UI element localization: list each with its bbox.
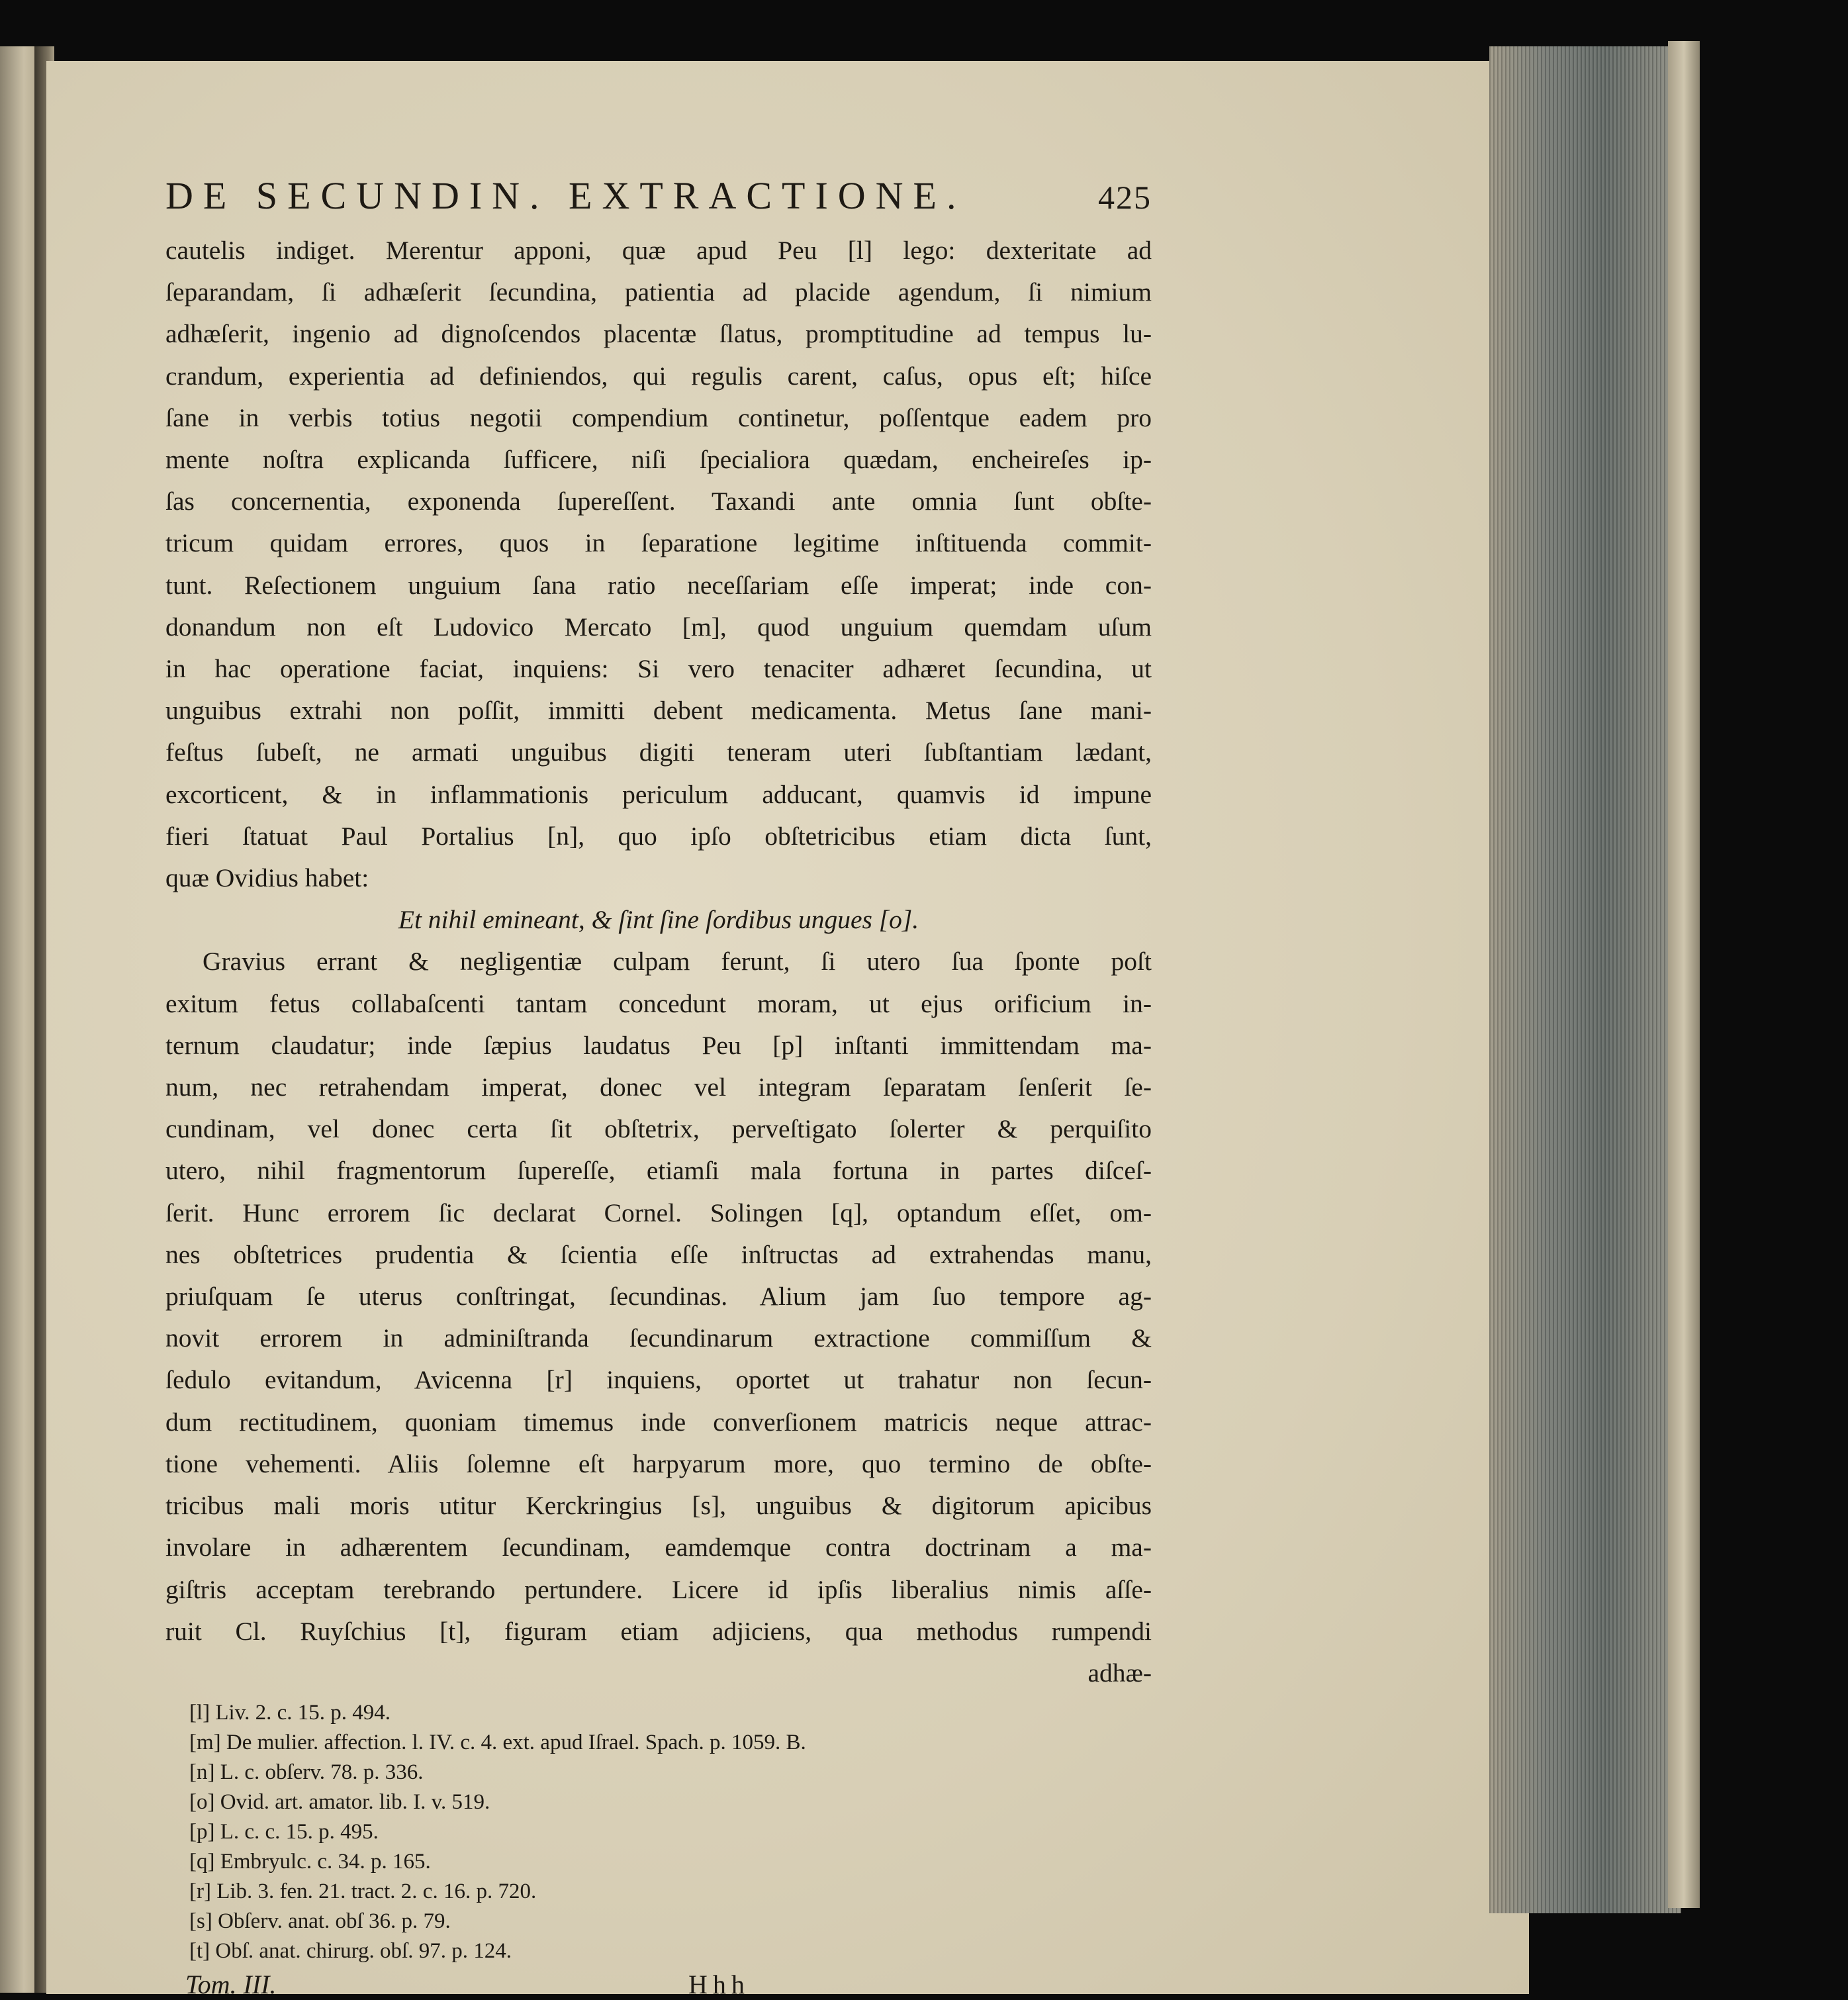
text-line: giſtris acceptam terebrando pertundere. Licere id ipſis liberalius nimis aſſe- (165, 1574, 1152, 1604)
page-content (165, 173, 1152, 2000)
text-line: unguibus extrahi non poſſit, immitti debent medicamenta. Metus ſane mani- (165, 696, 1152, 726)
signature-line (165, 1969, 1152, 2000)
signature-mark: Hhh (688, 1970, 750, 2000)
text-line: dum rectitudinem, quoniam timemus inde converſionem matricis neque attrac- (165, 1407, 1152, 1437)
page-number: 425 (1098, 179, 1152, 216)
text-line: quæ Ovidius habet: (165, 863, 369, 893)
text-line: fieri ſtatuat Paul Portalius [n], quo ipſo obſtetricibus etiam dicta ſunt, (165, 821, 1152, 851)
text-line: ſerit. Hunc errorem ſic declarat Cornel. Solingen [q], optandum eſſet, om- (165, 1198, 1152, 1227)
text-line: donandum non eſt Ludovico Mercato [m], quod unguium quemdam uſum (165, 612, 1152, 642)
footnote: [n] L. c. obſerv. 78. p. 336. (189, 1760, 424, 1785)
text-line: ſedulo evitandum, Avicenna [r] inquiens, oportet ut trahatur non ſecun- (165, 1365, 1152, 1395)
footnote: [s] Obſerv. anat. obſ 36. p. 79. (189, 1909, 451, 1934)
text-line: tione vehementi. Aliis ſolemne eſt harpyarum more, quo termino de obſte- (165, 1449, 1152, 1478)
text-line: ſane in verbis totius negotii compendium continetur, poſſentque eadem pro (165, 403, 1152, 432)
footnote: [o] Ovid. art. amator. lib. I. v. 519. (189, 1790, 490, 1815)
text-line: crandum, experientia ad definiendos, qui regulis carent, caſus, opus eſt; hiſce (165, 361, 1152, 391)
footnote: [p] L. c. c. 15. p. 495. (189, 1820, 379, 1844)
text-line: in hac operatione faciat, inquiens: Si vero tenaciter adhæret ſecundina, ut (165, 654, 1152, 684)
text-line: ternum claudatur; inde ſæpius laudatus Peu [p] inſtanti immittendam ma- (165, 1030, 1152, 1060)
body-text (165, 230, 1152, 1694)
text-line: adhæſerit, ingenio ad dignoſcendos placentæ ſlatus, promptitudine ad tempus lu- (165, 319, 1152, 349)
text-line: utero, nihil fragmentorum ſupereſſe, etiamſi mala fortuna in partes diſceſ- (165, 1156, 1152, 1186)
text-line: tricibus mali moris utitur Kerckringius [s], unguibus & digitorum apicibus (165, 1491, 1152, 1521)
footnote: [q] Embryulc. c. 34. p. 165. (189, 1850, 431, 1874)
footnote: [r] Lib. 3. fen. 21. tract. 2. c. 16. p. 720. (189, 1880, 537, 1904)
footnote: [t] Obſ. anat. chirurg. obſ. 97. p. 124. (189, 1939, 512, 1964)
text-line: priuſquam ſe uterus conſtringat, ſecundinas. Alium jam ſuo tempore ag- (165, 1282, 1152, 1311)
footnote: [l] Liv. 2. c. 15. p. 494. (189, 1701, 391, 1725)
text-line: ſas concernentia, exponenda ſupereſſent. Taxandi ante omnia ſunt obſte- (165, 487, 1152, 516)
text-line: feſtus ſubeſt, ne armati unguibus digiti teneram uteri ſubſtantiam lædant, (165, 738, 1152, 767)
page-fore-edge (1489, 46, 1681, 1913)
text-line: cundinam, vel donec certa ſit obſtetrix, perveſtigato ſolerter & perquiſito (165, 1114, 1152, 1144)
text-line: mente noſtra explicanda ſufficere, niſi ſpecialiora quædam, encheireſes ip- (165, 445, 1152, 475)
book-cover-board (1668, 41, 1700, 1908)
text-line: ſeparandam, ſi adhæſerit ſecundina, patientia ad placide agendum, ſi nimium (165, 277, 1152, 307)
text-line: excorticent, & in inflammationis periculum adducant, quamvis id impune (165, 779, 1152, 809)
verse-quotation: Et nihil emineant, & ſint ſine ſordibus ungues [o]. (398, 905, 919, 935)
text-line: novit errorem in adminiſtranda ſecundinarum extractione commiſſum & (165, 1323, 1152, 1353)
text-line: tricum quidam errores, quos in ſeparatione legitime inſtituenda commit- (165, 528, 1152, 558)
footnote: [m] De mulier. affection. l. IV. c. 4. ext. apud Iſrael. Spach. p. 1059. B. (189, 1731, 806, 1755)
catchword: adhæ- (1087, 1658, 1152, 1688)
left-page-edge (0, 46, 40, 1993)
text-line: nes obſtetrices prudentia & ſcientia eſſe inſtructas ad extrahendas manu, (165, 1239, 1152, 1269)
text-line: num, nec retrahendam imperat, donec vel integram ſeparatam ſenſerit ſe- (165, 1072, 1152, 1102)
text-line: exitum fetus collabaſcenti tantam concedunt moram, ut ejus orificium in- (165, 988, 1152, 1018)
running-head (165, 173, 1152, 218)
text-line: involare in adhærentem ſecundinam, eamdemque contra doctrinam a ma- (165, 1533, 1152, 1562)
text-line: ruit Cl. Ruyſchius [t], figuram etiam adjiciens, qua methodus rumpendi (165, 1616, 1152, 1646)
volume-mark: Tom. III. (185, 1970, 277, 2000)
running-title: DE SECUNDIN. EXTRACTIONE. (165, 174, 966, 217)
text-line: Gravius errant & negligentiæ culpam ferunt, ſi utero ſua ſponte poſt (203, 947, 1152, 976)
text-line: cautelis indiget. Merentur apponi, quæ apud Peu [l] lego: dexteritate ad (165, 236, 1152, 265)
text-line: tunt. Reſectionem unguium ſana ratio neceſſariam eſſe imperat; inde con- (165, 570, 1152, 600)
footnotes (165, 1698, 1152, 1966)
